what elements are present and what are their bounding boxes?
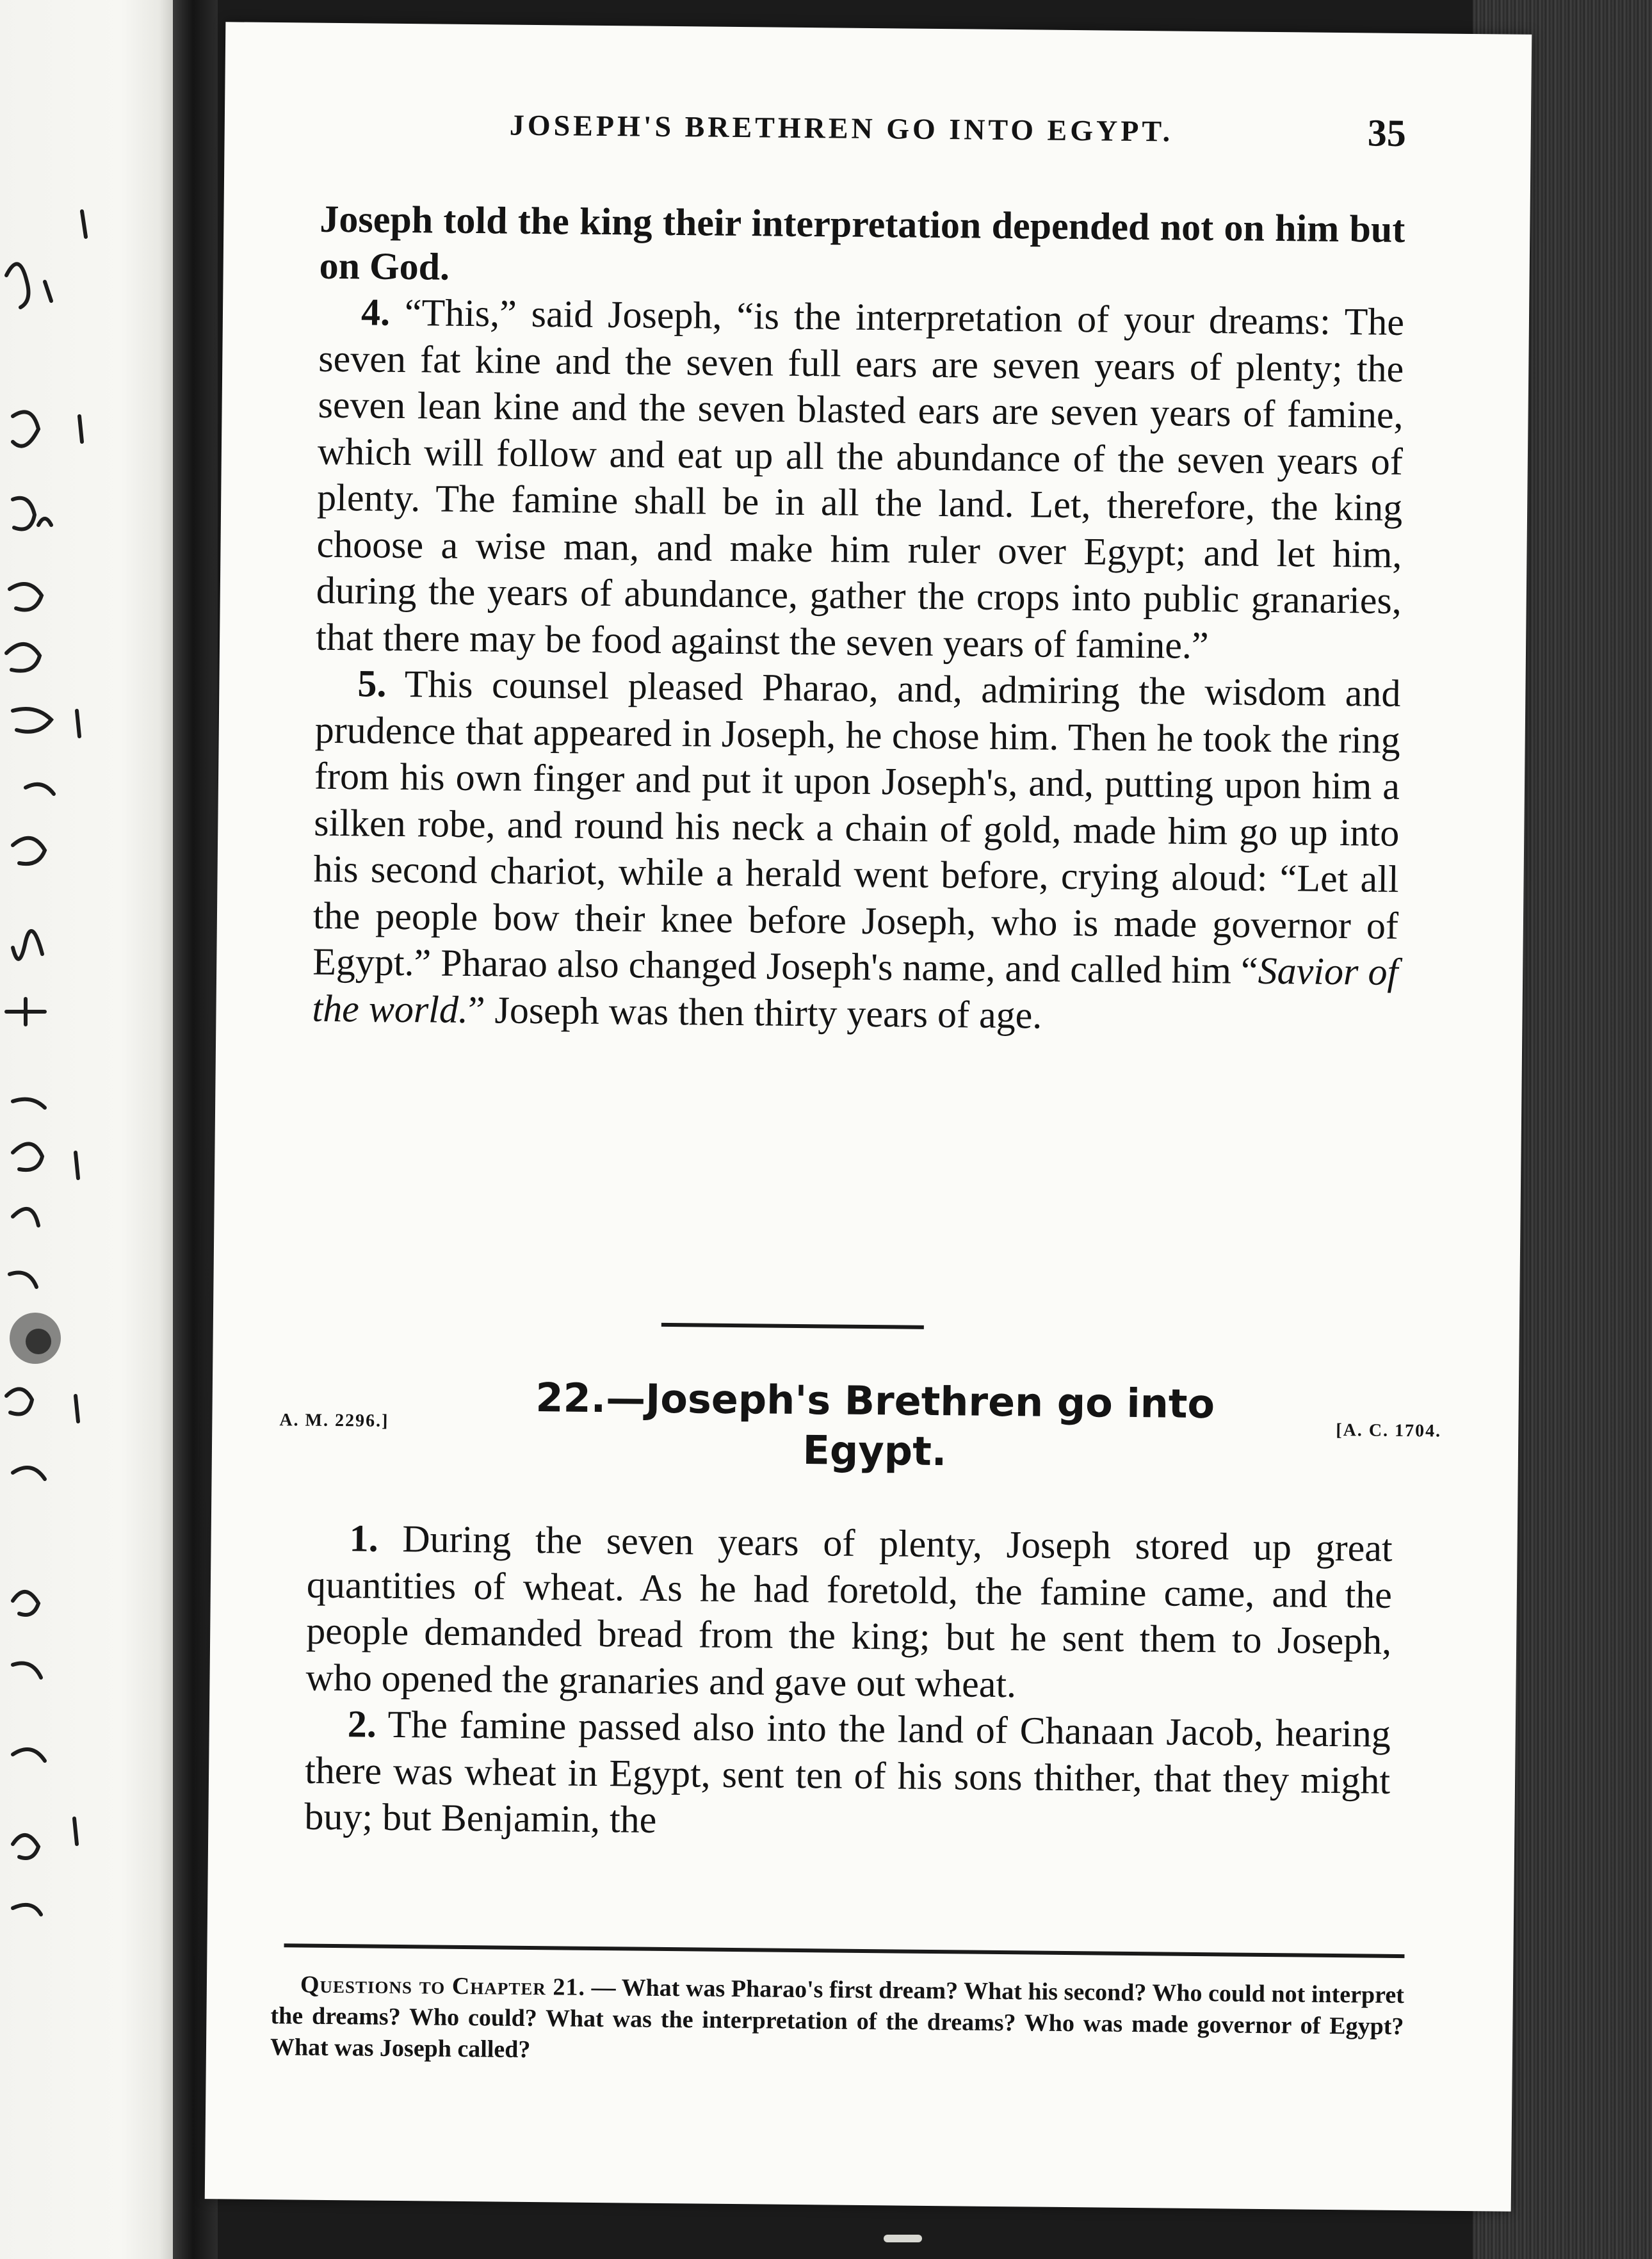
paragraph-continuation: Joseph told the king their interpretation depended not on him but on God.	[319, 197, 1405, 288]
paragraph-4	[316, 289, 1404, 670]
questions-label: Questions to Chapter 21.	[300, 1971, 586, 2001]
paragraph-text: “This,” said Joseph, “is the interpretation of your dreams: The seven fat kine and the seven full ears are seven years of plenty; the seven lean kine and the seven blasted ears are seven years of famine, which will follow and eat up all the abundance of the seven years of plenty. The famine shall be in all the land. Let, therefore, the king choose a wise man, and make him ruler over Egypt; and let him, during the years of abundance, gather the crops into public granaries, that there may be food against the seven years of famine.”	[315, 291, 1405, 667]
questions-text: — What was Pharao's first dream? What his second? Who could not interpret the dreams? Who could? What was the interpretation of the dreams? Who was made governor of Egypt? What was Joseph called?	[270, 1973, 1405, 2064]
paragraph-number: 2.	[347, 1703, 377, 1745]
paragraph-text: The famine passed also into the land of Chanaan Jacob, hearing there was wheat in Egypt, sent ten of his sons thither, that they might buy; but Benjamin, the	[304, 1703, 1391, 1841]
handwritten-margin-marks	[0, 0, 173, 2259]
ante-christum-note: [A. C. 1704.	[1336, 1420, 1442, 1441]
chapter-title-line-1: 22.—Joseph's Brethren go into	[535, 1374, 1215, 1428]
paragraph-1	[305, 1515, 1393, 1711]
section-divider	[661, 1323, 924, 1329]
paragraph-text: This counsel pleased Pharao, and, admiring the wisdom and prudence that appeared in Joseph, he chose him. Then he took the ring from his own finger and put it upon Joseph's, and, putting upon him a silken robe, and round his neck a chain of gold, made him go up into his second chariot, while a herald went before, crying aloud: “Let all the people bow their knee before Joseph, who is made governor of Egypt.” Pharao also changed Joseph's name, and called him “	[312, 662, 1401, 992]
running-head	[224, 105, 1531, 169]
chapter-21-conclusion	[312, 196, 1405, 1042]
chapter-questions	[270, 1969, 1404, 2074]
paragraph-2	[304, 1701, 1391, 1850]
paragraph-text: During the seven years of plenty, Joseph stored up great quantities of wheat. As he had foretold, the famine came, and the people demanded bread from the king; but he sent them to Joseph, who opened the granaries and gave out wheat.	[305, 1517, 1393, 1705]
scan-artifact	[884, 2235, 922, 2242]
chapter-22-header	[211, 1370, 1519, 1510]
page-number: 35	[1367, 111, 1407, 154]
running-title: JOSEPH'S BRETHREN GO INTO EGYPT.	[509, 108, 1174, 148]
paragraph-number: 4.	[360, 291, 391, 334]
chapter-title-line-2: Egypt.	[802, 1427, 947, 1475]
facing-page-edge	[0, 0, 173, 2259]
paragraph-number: 5.	[357, 662, 387, 705]
paragraph-text-end: ” Joseph was then thirty years of age.	[467, 988, 1042, 1037]
italic-title: Savior of the world.	[312, 949, 1398, 1031]
anno-mundi-note: A. M. 2296.]	[279, 1410, 389, 1431]
footnote-rule	[284, 1943, 1405, 1958]
chapter-22-body	[304, 1515, 1393, 1850]
book-page	[205, 22, 1532, 2211]
chapter-title	[410, 1372, 1340, 1480]
paragraph-5	[312, 660, 1400, 1042]
paragraph-number: 1.	[349, 1517, 378, 1560]
